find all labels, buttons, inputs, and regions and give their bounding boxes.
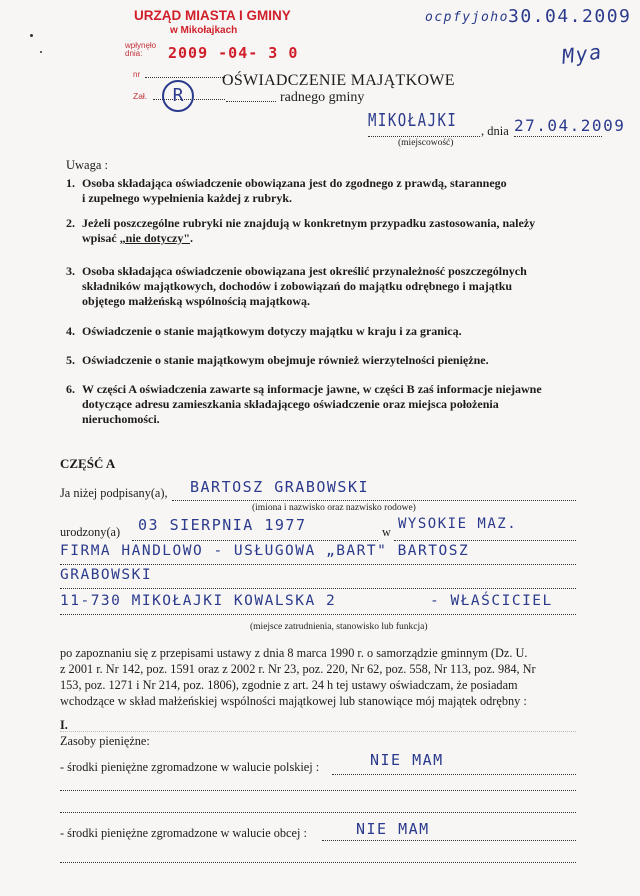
- uwaga-item-1: [66, 176, 596, 206]
- stamp-zal-handwritten-mark: R: [162, 80, 194, 112]
- uwaga-item-number: 3.: [66, 264, 75, 278]
- pln-funds-value: NIE MAM: [370, 751, 444, 769]
- uwaga-item-line: i zupełnego wypełnienia każdej z rubryk.: [82, 191, 293, 205]
- scan-speck: [40, 51, 42, 53]
- document-title: OŚWIADCZENIE MAJĄTKOWE: [222, 72, 455, 89]
- uwaga-item-text: .: [190, 231, 193, 245]
- foreign-funds-value: NIE MAM: [356, 820, 430, 838]
- stamp-nr-label: nr: [133, 70, 141, 79]
- uwaga-item-line: dotyczące adresu zamieszkania składającego oświadczenie oraz miejsca położenia: [82, 397, 499, 411]
- handwritten-note-date: 30.04.2009: [508, 6, 632, 27]
- uwaga-item-6: [66, 382, 596, 427]
- stamp-office-city: w Mikołajkach: [170, 25, 238, 36]
- employment-caption: (miejsce zatrudnienia, stanowisko lub funkcja): [250, 622, 428, 632]
- stamp-office-name: URZĄD MIASTA I GMINY: [134, 8, 291, 23]
- uwaga-item-line: Osoba składająca oświadczenie obowiązana jest do zgodnego z prawdą, starannego: [82, 176, 507, 190]
- born-label: urodzony(a): [60, 525, 121, 539]
- legal-paragraph-line-3: 153, poz. 1271 i Nr 214, poz. 1806), zgodnie z art. 24 h tej ustawy oświadczam, że posiadam: [60, 678, 518, 692]
- pln-funds-extra-dots-2: [60, 812, 576, 813]
- nie-dotyczy-underlined: „nie dotyczy": [119, 231, 190, 245]
- dnia-label: , dnia: [481, 124, 509, 138]
- place-dots: [368, 136, 480, 137]
- place-handwritten: [368, 113, 457, 129]
- handwritten-signature: Mya: [560, 39, 605, 69]
- signed-name-dots: [172, 500, 576, 501]
- uwaga-item-line: Oświadczenie o stanie majątkowym obejmuje również wierzytelności pieniężne.: [82, 353, 489, 367]
- part-a-title: CZĘŚĆ A: [60, 456, 116, 471]
- uwaga-item-number: 1.: [66, 176, 75, 190]
- born-place-handwritten: WYSOKIE MAZ.: [398, 516, 518, 532]
- uwaga-item-text: wpisać: [82, 231, 120, 245]
- stamp-received-label-2: dnia:: [125, 49, 143, 58]
- pln-funds-label: - środki pieniężne zgromadzone w walucie polskiej :: [60, 760, 320, 774]
- employment-dots-2: [60, 588, 576, 589]
- uwaga-item-4: [66, 324, 596, 339]
- uwaga-item-line: objętego małżeńską wspólnością majątkową.: [82, 294, 310, 308]
- handwritten-note: ocpfyjoho: [425, 10, 509, 25]
- stamp-received-label-1: wpłynęło: [125, 41, 157, 50]
- legal-paragraph-line-2: z 2001 r. Nr 142, poz. 1591 oraz z 2002 r. Nr 23, poz. 220, Nr 62, poz. 558, Nr 113, poz. 984, Nr: [60, 662, 536, 676]
- born-in-label: w: [382, 525, 391, 539]
- uwaga-label: Uwaga :: [66, 158, 108, 172]
- employment-line-3b: - WŁAŚCICIEL: [430, 593, 553, 609]
- stamp-received-date: 2009 -04- 3 0: [168, 44, 299, 62]
- stamp-received-label: [125, 42, 156, 58]
- uwaga-item-line: składników majątkowych, dochodów i zobowiązań do majątku odrębnego i majątku: [82, 279, 513, 293]
- signed-name-handwritten: BARTOSZ GRABOWSKI: [190, 478, 370, 496]
- place-value: MIKOŁAJKI: [368, 111, 458, 131]
- uwaga-item-line: W części A oświadczenia zawarte są informacje jawne, w części B zaś informacje niejawne: [82, 382, 542, 396]
- uwaga-item-line: [66, 231, 596, 246]
- stamp-nr-line: [145, 77, 225, 78]
- uwaga-item-number: 5.: [66, 353, 75, 367]
- uwaga-item-number: 2.: [66, 216, 75, 230]
- uwaga-item-2: [66, 216, 596, 246]
- uwaga-item-number: 6.: [66, 382, 75, 396]
- section-i-top-line: [60, 731, 576, 732]
- pln-funds-dots: [332, 774, 576, 775]
- employment-line-2: GRABOWSKI: [60, 567, 153, 583]
- foreign-funds-label: - środki pieniężne zgromadzone w walucie obcej :: [60, 826, 307, 840]
- scan-speck: [30, 34, 33, 37]
- place-caption: (miejscowość): [398, 138, 454, 148]
- section-i-number: I.: [60, 718, 68, 732]
- document-subtitle: radnego gminy: [280, 90, 365, 105]
- section-i-heading: Zasoby pieniężne:: [60, 734, 150, 748]
- pln-funds-extra-dots-1: [60, 790, 576, 791]
- uwaga-item-line: Jeżeli poszczególne rubryki nie znajdują w konkretnym przypadku zastosowania, należy: [82, 216, 536, 230]
- stamp-zal-label: Zał.: [133, 91, 148, 101]
- date-handwritten: 27.04.2009: [514, 116, 626, 135]
- uwaga-item-3: [66, 264, 596, 309]
- employment-line-3a: 11-730 MIKOŁAJKI KOWALSKA 2: [60, 593, 337, 609]
- foreign-funds-dots: [322, 840, 576, 841]
- uwaga-item-line: Oświadczenie o stanie majątkowym dotyczy majątku w kraju i za granicą.: [82, 324, 462, 338]
- foreign-funds-extra-dots: [60, 862, 576, 863]
- employment-dots-3: [60, 614, 576, 615]
- uwaga-item-line: nieruchomości.: [82, 412, 160, 426]
- born-date-dots: [132, 540, 378, 541]
- legal-paragraph-line-1: po zapoznaniu się z przepisami ustawy z dnia 8 marca 1990 r. o samorządzie gminnym (Dz. U.: [60, 646, 528, 660]
- legal-paragraph-line-4: wchodzące w skład małżeńskiej wspólności majątkowej lub stanowiące mój majątek odrębny :: [60, 694, 527, 708]
- born-date-handwritten: 03 SIERPNIA 1977: [138, 516, 307, 534]
- uwaga-item-5: [66, 353, 596, 368]
- uwaga-item-number: 4.: [66, 324, 75, 338]
- employment-line-1: FIRMA HANDLOWO - USŁUGOWA „BART" BARTOSZ: [60, 543, 470, 559]
- date-dots: [514, 136, 602, 137]
- born-place-dots: [394, 540, 576, 541]
- name-caption: (imiona i nazwisko oraz nazwisko rodowe): [252, 503, 416, 513]
- title-left-dots: [226, 101, 276, 102]
- uwaga-item-line: Osoba składająca oświadczenie obowiązana jest określić przynależność poszczególnych: [82, 264, 527, 278]
- signed-label: Ja niżej podpisany(a),: [60, 486, 168, 500]
- employment-dots-1: [60, 564, 576, 565]
